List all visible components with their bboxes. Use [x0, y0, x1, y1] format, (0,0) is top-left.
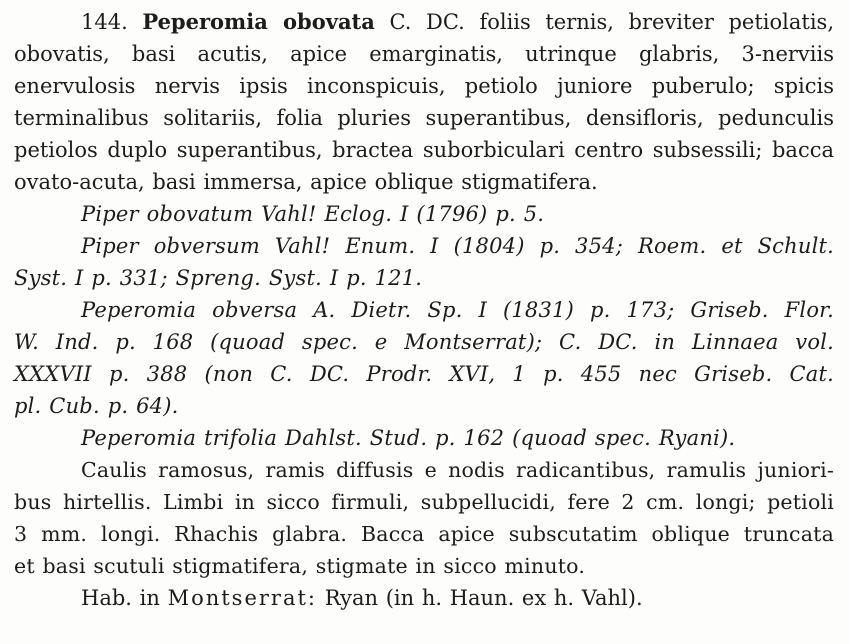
synonym-3-line-2: W. Ind. p. 168 (quoad spec. e Montserrat); C. DC. in Linnaea vol.: [14, 330, 834, 354]
diagnosis-paragraph: [14, 6, 840, 198]
habitat-prefix: Hab. in: [81, 586, 160, 610]
description-line-3: 3 mm. longi. Rhachis glabra. Bacca apice subscutatim oblique truncata: [14, 522, 834, 546]
diagnosis-line-3: enervulosis nervis ipsis inconspicuis, petiolo juniore puberulo; spicis: [14, 74, 834, 98]
entry-number: 144.: [81, 10, 128, 34]
habitat-collector: Ryan (in h. Haun. ex h. Vahl).: [324, 586, 643, 610]
species-author: C. DC.: [389, 10, 465, 34]
diagnosis-line-2: obovatis, basi acutis, apice emarginatis, utrinque glabris, 3-nerviis: [14, 42, 834, 66]
diagnosis-line-5: petiolos duplo superantibus, bractea suborbiculari centro subsessili; bacca: [14, 138, 834, 162]
synonym-2-line-1: Piper obversum Vahl! Enum. I (1804) p. 354; Roem. et Schult.: [81, 234, 834, 258]
description-paragraph: [14, 454, 840, 582]
species-entry: [14, 6, 840, 614]
diagnosis-line-1: [14, 6, 834, 38]
synonym-2-line-2: Syst. I p. 331; Spreng. Syst. I p. 121.: [14, 266, 423, 290]
description-line-1: Caulis ramosus, ramis diffusis e nodis radicantibus, ramulis juniori-: [81, 458, 834, 482]
diagnosis-line-6: ovato-acuta, basi immersa, apice oblique stigmatifera.: [14, 170, 598, 194]
synonym-3-line-3: XXXVII p. 388 (non C. DC. Prodr. XVI, 1 p. 455 nec Griseb. Cat.: [14, 362, 834, 386]
habitat-locality: Montserrat:: [167, 586, 317, 610]
synonym-3-line-1: Peperomia obversa A. Dietr. Sp. I (1831) p. 173; Griseb. Flor.: [81, 298, 834, 322]
species-name: Peperomia obovata: [142, 9, 375, 34]
diagnosis-line-4: terminalibus solitariis, folia pluries superantibus, densifloris, pedunculis: [14, 106, 834, 130]
synonym-4-line-1: Peperomia trifolia Dahlst. Stud. p. 162 (quoad spec. Ryani).: [81, 426, 736, 450]
synonym-1-line-1: Piper obovatum Vahl! Eclog. I (1796) p. 5.: [81, 202, 545, 226]
synonym-3-line-4: pl. Cub. p. 64).: [14, 394, 179, 418]
habitat-line: [14, 582, 840, 614]
description-line-2: bus hirtellis. Limbi in sicco firmuli, subpellucidi, fere 2 cm. longi; petioli: [14, 490, 834, 514]
synonymy-list: [14, 198, 840, 454]
diagnosis-text: foliis ternis, breviter petiolatis,: [479, 10, 834, 34]
description-line-4: et basi scutuli stigmatifera, stigmate in sicco minuto.: [14, 554, 586, 578]
